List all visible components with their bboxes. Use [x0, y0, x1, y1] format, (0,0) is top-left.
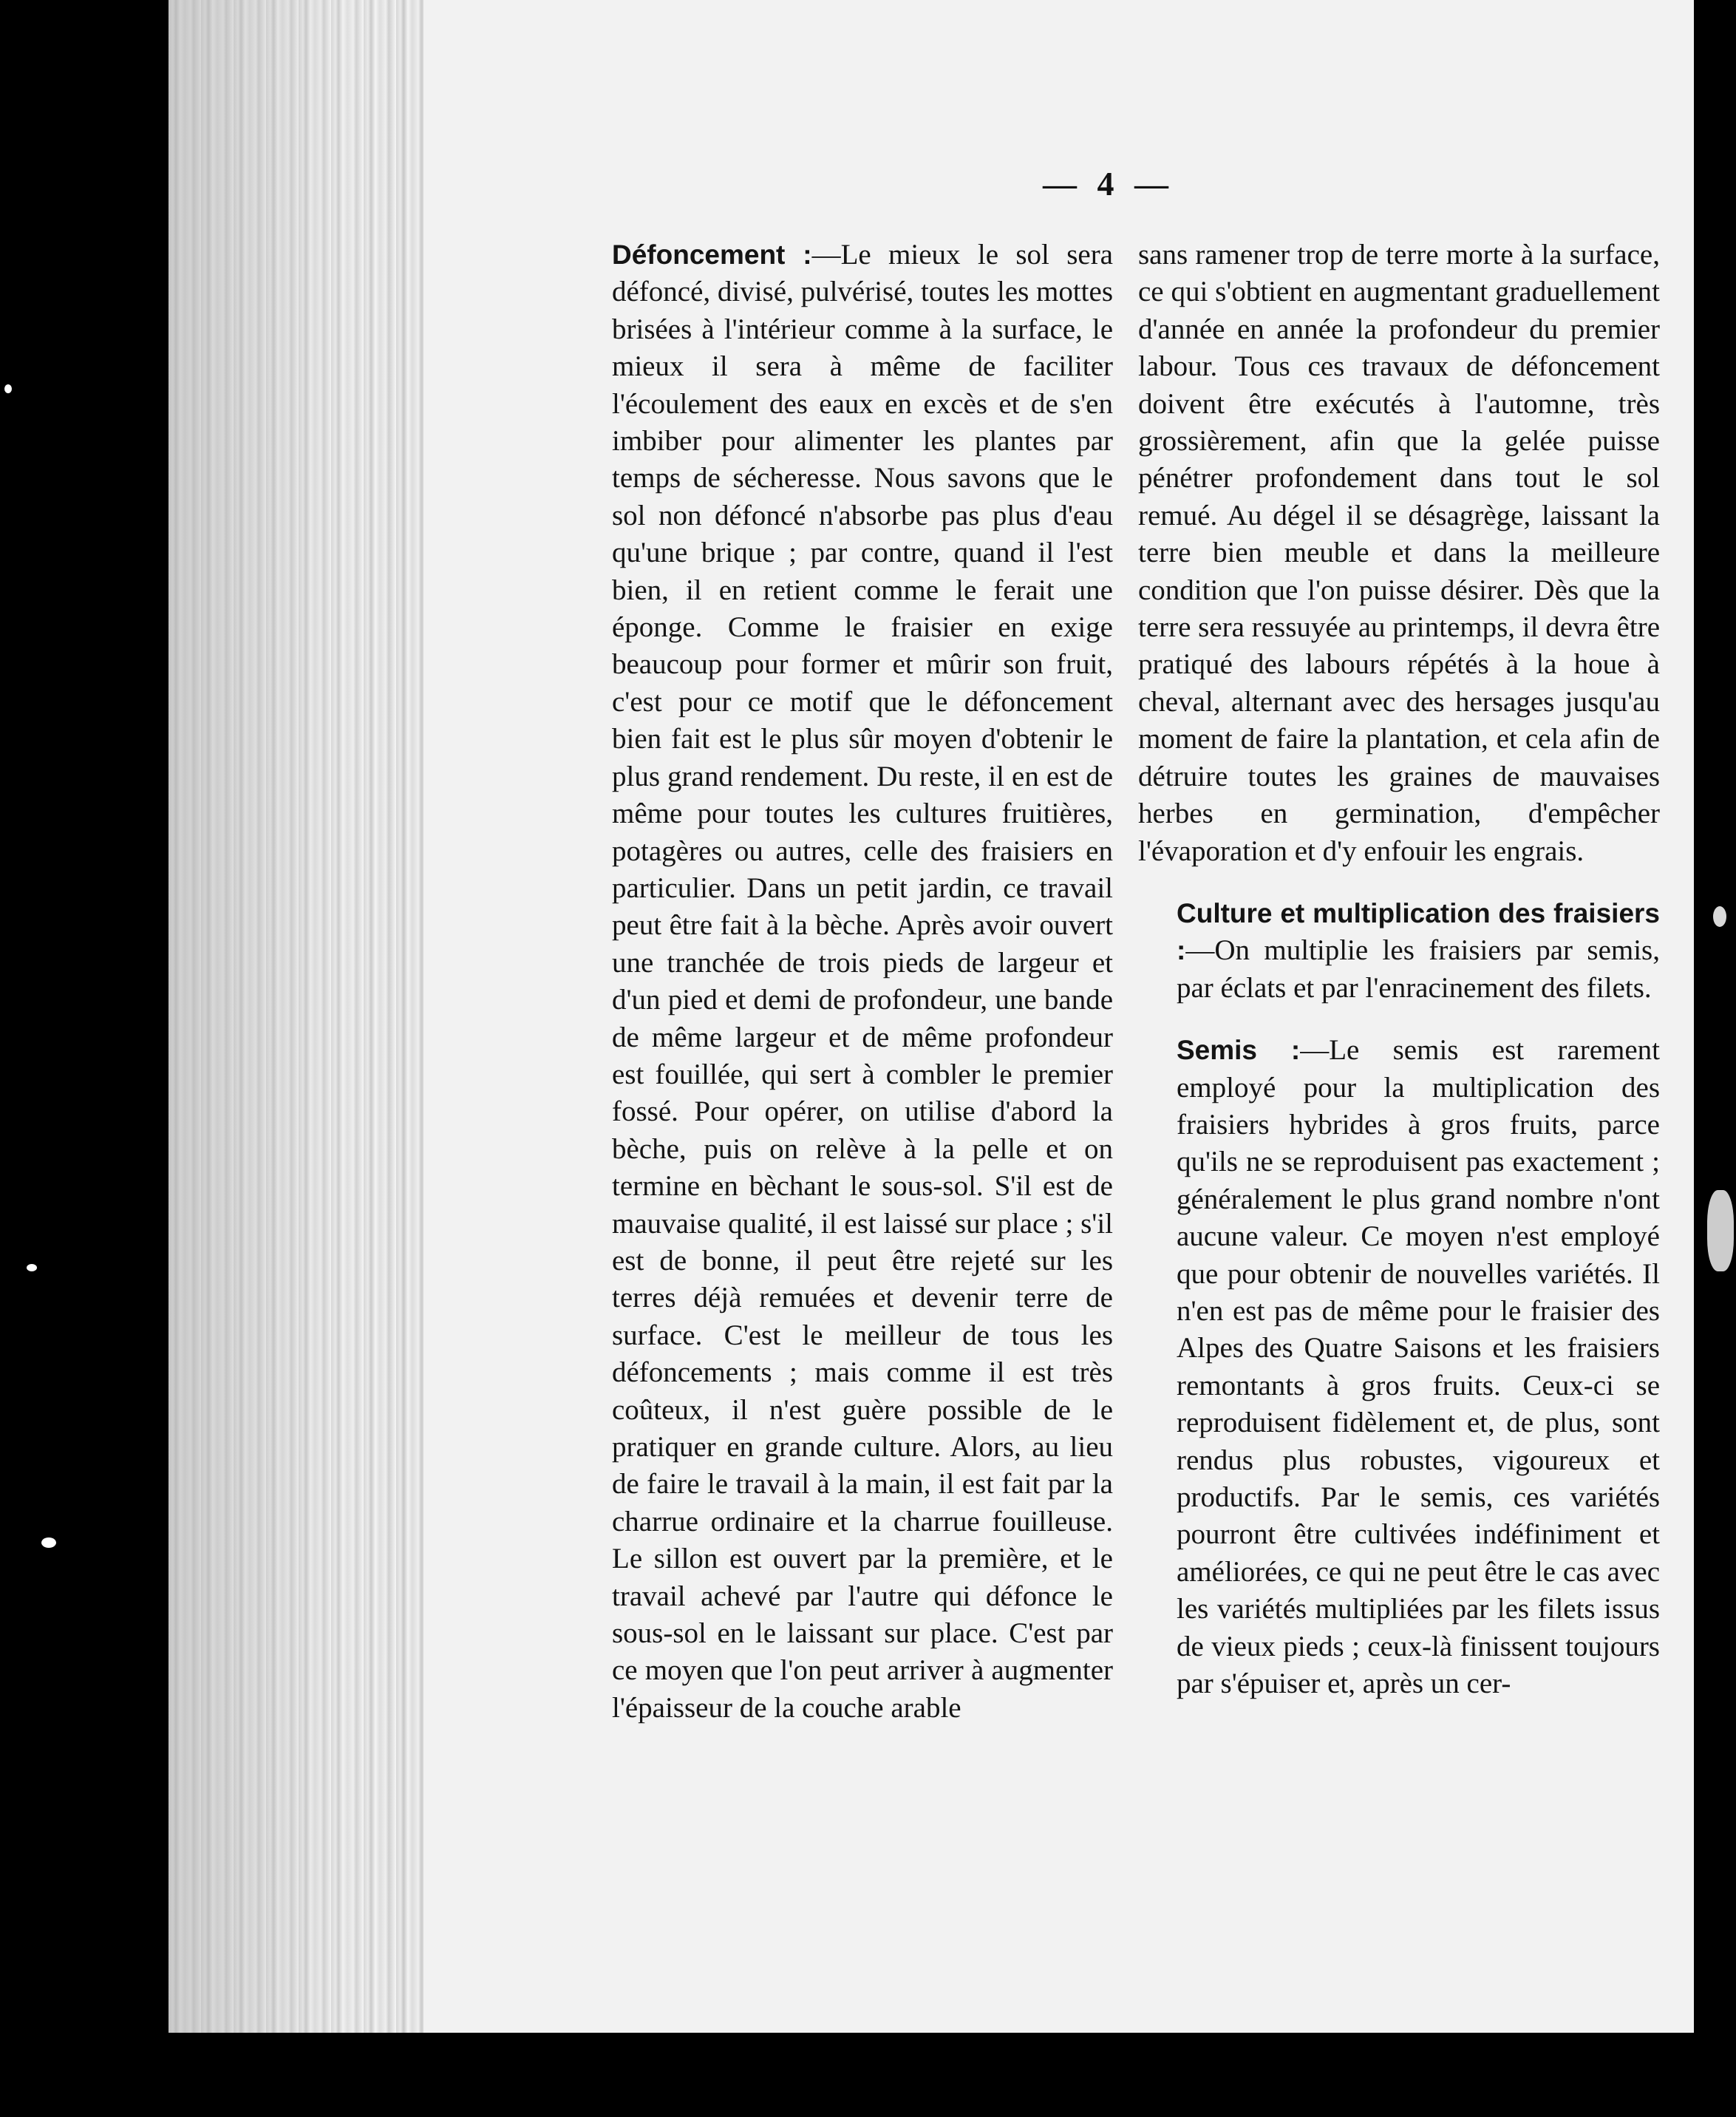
- scan-speck: [27, 1264, 37, 1271]
- right-column: [1138, 237, 1660, 1702]
- heading-semis: Semis :: [1177, 1035, 1301, 1066]
- heading-defoncement: Défoncement :: [612, 239, 812, 270]
- paragraph-continuation: sans ramener trop de terre morte à la surface, ce qui s'obtient en augmentant graduellement d'année en année la profondeur du premier labour. Tous ces travaux de défoncement doivent être exécutés à l'automne, très grossièrement, afin que la gelée puisse pénétrer profondement dans tout le sol remué. Au dégel il se désagrège, laissant la terre bien meuble et dans la meilleure condition que l'on puisse désirer. Dès que la terre sera ressuyée au printemps, il devra être pratiqué des labours répétés à la houe à cheval, alternant avec des hersages jusqu'au moment de faire la plantation, et cela afin de détruire toutes les graines de mauvaises herbes en germination, d'empêcher l'évaporation et d'y enfouir les engrais.: [1138, 239, 1660, 867]
- left-column: [573, 237, 1113, 1727]
- paragraph-text: —On multiplie les fraisiers par semis, par éclats et par l'enracinement des filets.: [1177, 934, 1660, 1004]
- binding-edge-fade: [169, 0, 423, 2033]
- page-number: — 4 —: [1043, 165, 1174, 203]
- heading-culture-multiplication: Culture et multiplication des fraisiers :: [1177, 897, 1660, 966]
- scan-speck: [1707, 1190, 1734, 1271]
- paragraph-semis: [1138, 1032, 1660, 1702]
- paragraph-defoncement: [573, 237, 1113, 1727]
- paragraph-text: —Le mieux le sol sera défoncé, divisé, pulvérisé, toutes les mottes brisées à l'intérieur comme à la surface, le mieux il sera à même de faciliter l'écoulement des eaux en excès et de s'en imbiber pour alimenter les plantes par temps de sécheresse. Nous savons que le sol non défoncé n'absorbe pas plus d'eau qu'une brique ; par contre, quand il l'est bien, il en retient comme le ferait une éponge. Comme le fraisier en exige beaucoup pour former et mûrir son fruit, c'est pour ce motif que le défoncement bien fait est le plus sûr moyen d'obtenir le plus grand rendement. Du reste, il en est de même pour toutes les cultures fruitières, potagères ou autres, celle des fraisiers en particulier. Dans un petit jardin, ce travail peut être fait à la bèche. Après avoir ouvert une tranchée de trois pieds de largeur et d'un pied et demi de profondeur, une bande de même largeur et de même profondeur est fouillée, qui sert à combler le premier fossé. Pour opérer, on utilise d'abord la bèche, puis on relève à la pelle et on termine en bèchant le sous-sol. S'il est de mauvaise qualité, il est laissé sur place ; s'il est de bonne, il peut être rejeté sur les terres déjà remuées et devenir terre de surface. C'est le meilleur de tous les défoncements ; mais comme il est très coûteux, il n'est guère possible de le pratiquer en grande culture. Alors, au lieu de faire le travail à la main, il est fait par la charrue ordinaire et la charrue fouilleuse. Le sillon est ouvert par la première, et le travail achevé par l'autre qui défonce le sous-sol en le laissant sur place. C'est par ce moyen que l'on peut arriver à augmenter l'épaisseur de la couche arable: [612, 239, 1114, 1724]
- scan-speck: [41, 1537, 56, 1548]
- scan-speck: [4, 384, 12, 393]
- scan-speck: [1713, 906, 1726, 927]
- paragraph-culture-multiplication: [1138, 895, 1660, 1007]
- paragraph-text: —Le semis est rarement employé pour la multiplication des fraisiers hybrides à gros fruits, parce qu'ils ne se reproduisent pas exactement ; généralement le plus grand nombre n'ont aucune valeur. Ce moyen n'est employé que pour obtenir de nouvelles variétés. Il n'en est pas de même pour le fraisier des Alpes des Quatre Saisons et les fraisiers remontants à gros fruits. Ceux-ci se reproduisent fidèlement et, de plus, sont rendus plus robustes, vigoureux et productifs. Par le semis, ces variétés pourront être cultivées indéfiniment et améliorées, ce qui ne peut être le cas avec les variétés multipliées par les filets issus de vieux pieds ; ceux-là finissent toujours par s'épuiser et, après un cer-: [1177, 1034, 1660, 1700]
